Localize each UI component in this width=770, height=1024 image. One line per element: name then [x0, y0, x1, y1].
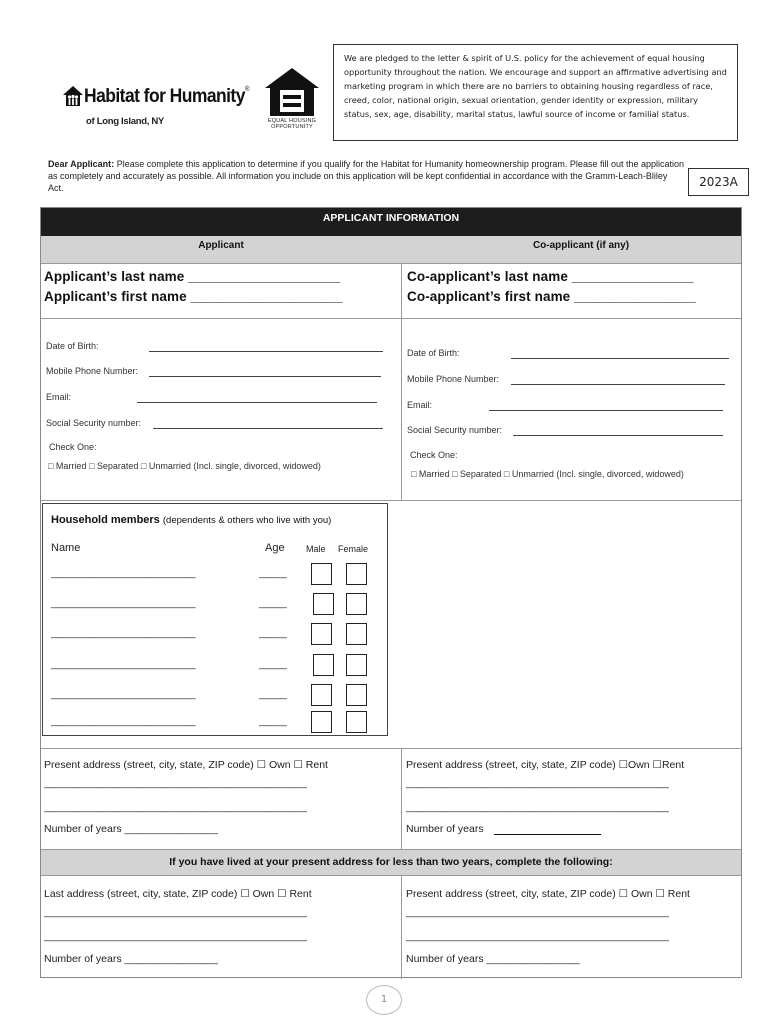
applicant-phone-field[interactable] — [149, 376, 381, 377]
equal-housing-logo — [262, 66, 322, 134]
applicant-dob-field[interactable] — [149, 351, 383, 352]
applicant-years-field-2[interactable]: Number of years ________________ — [44, 953, 218, 965]
household-male-checkbox[interactable] — [311, 684, 332, 706]
coapplicant-ssn-field[interactable] — [513, 435, 723, 436]
coapplicant-last-address-line-2[interactable]: _____________________________________________ — [406, 930, 669, 942]
applicant-check-one: Check One: — [49, 442, 97, 452]
applicant-email-label: Email: — [46, 392, 72, 402]
household-name-field[interactable]: __________________________ — [51, 689, 196, 700]
applicant-years-field[interactable]: Number of years ________________ — [44, 823, 218, 835]
applicant-last-address-line-1[interactable]: _____________________________________________ — [44, 906, 307, 918]
coapplicant-email-label: Email: — [407, 400, 433, 410]
household-name-field[interactable]: __________________________ — [51, 598, 196, 609]
household-name-field[interactable]: __________________________ — [51, 659, 196, 670]
equal-housing-caption: EQUAL HOUSING OPPORTUNITY — [267, 118, 317, 130]
page-number: 1 — [366, 985, 402, 1015]
household-age-field[interactable]: _____ — [259, 568, 287, 579]
habitat-logo — [56, 78, 250, 136]
household-female-checkbox[interactable] — [346, 684, 367, 706]
household-female-checkbox[interactable] — [346, 593, 367, 615]
coapplicant-first-name-field[interactable]: Co-applicant’s first name ________________ — [407, 289, 696, 304]
intro-paragraph — [48, 158, 684, 194]
column-headers — [41, 236, 741, 264]
applicant-ssn-field[interactable] — [153, 428, 383, 429]
coapplicant-years-field-2[interactable]: Number of years ________________ — [406, 953, 580, 965]
equal-housing-pledge: We are pledged to the letter & spirit of U.S. policy for the achievement of equal housing opportunity throughout the nation. We encourage and support an affirmative advertising and marketing program in which there are no barriers to obtaining housing regardless of race, creed, color, national origin, sexual orientation, gender identity or expression, military status, sex, age, disability, marital status, lawful source of income or familial status. — [333, 44, 738, 141]
household-female-checkbox[interactable] — [346, 563, 367, 585]
house-people-icon — [62, 85, 84, 107]
household-male-checkbox[interactable] — [313, 654, 334, 676]
applicant-present-address-line-1[interactable]: _____________________________________________ — [44, 777, 307, 789]
applicant-last-address-label[interactable]: Last address (street, city, state, ZIP code) ☐ Own ☐ Rent — [44, 888, 312, 900]
coapplicant-last-address-line-1[interactable]: _____________________________________________ — [406, 906, 669, 918]
household-female-checkbox[interactable] — [346, 711, 367, 733]
household-female-checkbox[interactable] — [346, 654, 367, 676]
applicant-last-name-field[interactable]: Applicant’s last name ____________________ — [44, 269, 341, 284]
applicant-ssn-label: Social Security number: — [46, 418, 142, 428]
applicant-last-address-line-2[interactable]: _____________________________________________ — [44, 930, 307, 942]
applicant-first-name-field[interactable]: Applicant’s first name ____________________ — [44, 289, 343, 304]
coapplicant-present-address-label[interactable]: Present address (street, city, state, ZIP code) ☐Own ☐Rent — [406, 759, 685, 771]
previous-address-notice: If you have lived at your present address for less than two years, complete the following: — [41, 849, 741, 876]
coapplicant-years-label: Number of years — [406, 823, 484, 835]
applicant-dob-label: Date of Birth: — [46, 341, 99, 351]
household-members-box — [42, 503, 388, 736]
applicant-email-field[interactable] — [137, 402, 377, 403]
coapplicant-email-field[interactable] — [489, 410, 723, 411]
household-age-field[interactable]: _____ — [259, 598, 287, 609]
household-name-field[interactable]: __________________________ — [51, 628, 196, 639]
coapplicant-years-field[interactable] — [494, 834, 601, 835]
coapplicant-present-address-line-1[interactable]: _____________________________________________ — [406, 777, 669, 789]
household-name-header: Name — [51, 542, 81, 554]
coapplicant-last-address-label[interactable]: Present address (street, city, state, ZIP code) ☐ Own ☐ Rent — [406, 888, 690, 900]
coapplicant-present-address-line-2[interactable]: _____________________________________________ — [406, 801, 669, 813]
household-male-checkbox[interactable] — [311, 711, 332, 733]
coapplicant-ssn-label: Social Security number: — [407, 425, 503, 435]
household-name-field[interactable]: __________________________ — [51, 716, 196, 727]
coapplicant-column-header: Co-applicant (if any) — [532, 240, 630, 251]
logo-subtitle: of Long Island, NY — [86, 116, 164, 127]
coapplicant-phone-field[interactable] — [511, 384, 725, 385]
applicant-marital-status[interactable]: □ Married □ Separated □ Unmarried (Incl. single, divorced, widowed) — [48, 461, 321, 471]
household-age-field[interactable]: _____ — [259, 716, 287, 727]
applicant-present-address-label[interactable]: Present address (street, city, state, ZIP code) ☐ Own ☐ Rent — [44, 759, 328, 771]
household-age-field[interactable]: _____ — [259, 628, 287, 639]
household-female-header: Female — [338, 544, 369, 554]
form-version-box: 2023A — [688, 168, 749, 196]
household-age-header: Age — [265, 542, 285, 554]
household-male-checkbox[interactable] — [311, 623, 332, 645]
applicant-phone-label: Mobile Phone Number: — [46, 366, 139, 376]
household-age-field[interactable]: _____ — [259, 659, 287, 670]
applicant-column-header: Applicant — [198, 240, 244, 251]
equal-housing-icon — [262, 66, 322, 118]
household-male-checkbox[interactable] — [311, 563, 332, 585]
coapplicant-marital-status[interactable]: □ Married □ Separated □ Unmarried (Incl. single, divorced, widowed) — [411, 469, 684, 479]
coapplicant-last-name-field[interactable]: Co-applicant’s last name ________________ — [407, 269, 694, 284]
coapplicant-check-one: Check One: — [410, 450, 458, 460]
intro-body: Please complete this application to determine if you qualify for the Habitat for Humanity homeownership program. Please fill out the application as completely and accurately as possible. All information you include on this application will be kept confidential in accordance with the Gramm-Leach-Bliley Act. — [48, 159, 685, 193]
applicant-present-address-line-2[interactable]: _____________________________________________ — [44, 801, 307, 813]
household-title: Household members (dependents & others who live with you) — [51, 514, 332, 526]
coapplicant-phone-label: Mobile Phone Number: — [407, 374, 500, 384]
intro-lead: Dear Applicant: — [48, 159, 115, 169]
logo-wordmark: Habitat for Humanity® — [84, 86, 250, 107]
household-age-field[interactable]: _____ — [259, 689, 287, 700]
household-male-header: Male — [306, 544, 326, 554]
coapplicant-dob-field[interactable] — [511, 358, 729, 359]
household-name-field[interactable]: __________________________ — [51, 568, 196, 579]
household-male-checkbox[interactable] — [313, 593, 334, 615]
household-female-checkbox[interactable] — [346, 623, 367, 645]
section-title: APPLICANT INFORMATION — [41, 208, 741, 236]
coapplicant-dob-label: Date of Birth: — [407, 348, 460, 358]
